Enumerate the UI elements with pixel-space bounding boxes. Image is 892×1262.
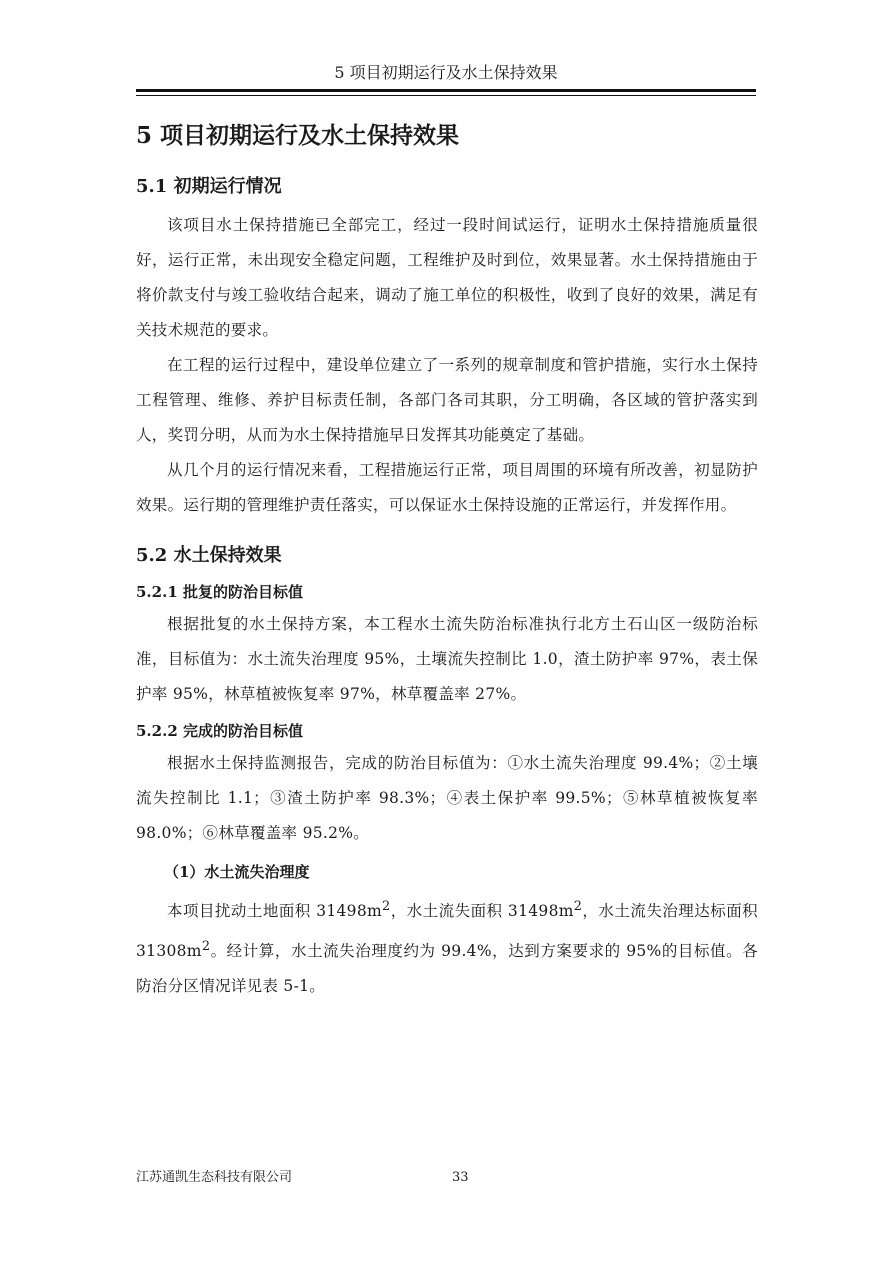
subsection-5-2-2-paragraph: 根据水土保持监测报告，完成的防治目标值为：①水土流失治理度 99.4%；②土壤流失控制比 1.1；③渣土防护率 98.3%；④表土保护率 99.5%；⑤林草植被恢复率 98.0%；⑥林草覆盖率 95.2%。	[136, 754, 758, 842]
subsection-5-2-1-title: 5.2.1 批复的防治目标值	[136, 583, 303, 601]
running-header: 5 项目初期运行及水土保持效果	[334, 63, 558, 82]
item-1-title: （1）水土流失治理度	[164, 863, 310, 881]
section-5-1-paragraph-1: 该项目水土保持措施已全部完工，经过一段时间试运行，证明水土保持措施质量很好，运行正常，未出现安全稳定问题，工程维护及时到位，效果显著。水土保持措施由于将价款支付与竣工验收结合起来，调动了施工单位的积极性，收到了良好的效果，满足有关技术规范的要求。	[136, 216, 758, 339]
subsection-5-2-2-title: 5.2.2 完成的防治目标值	[136, 722, 303, 740]
header-rule-thick	[136, 89, 756, 92]
page-number: 33	[452, 1170, 469, 1185]
header-rule-thin	[136, 95, 756, 96]
section-5-1-paragraph-3: 从几个月的运行情况来看，工程措施运行正常，项目周围的环境有所改善，初显防护效果。运行期的管理维护责任落实，可以保证水土保持设施的正常运行，并发挥作用。	[136, 461, 758, 514]
item-1-paragraph: 本项目扰动土地面积 $31498m^2$，水土流失面积 $31498m^2$，水土流失治理达标面积 $31308m^2$。经计算，水土流失治理度约为 99.4%，达到方案要求的 95%的目标值。各防治分区情况详见表 5-1。	[136, 899, 758, 996]
page-content	[136, 118, 758, 1004]
section-5-1-paragraph-2: 在工程的运行过程中，建设单位建立了一系列的规章制度和管护措施，实行水土保持工程管理、维修、养护目标责任制，各部门各司其职，分工明确，各区域的管护落实到人，奖罚分明，从而为水土保持措施早日发挥其功能奠定了基础。	[136, 356, 758, 444]
chapter-title: 5 项目初期运行及水土保持效果	[136, 122, 460, 149]
footer-company: 江苏通凯生态科技有限公司	[136, 1170, 293, 1185]
section-5-2-title: 5.2 水土保持效果	[136, 545, 282, 566]
section-5-1-title: 5.1 初期运行情况	[136, 176, 282, 197]
subsection-5-2-1-paragraph: 根据批复的水土保持方案，本工程水土流失防治标准执行北方土石山区一级防治标准，目标值为：水土流失治理度 95%，土壤流失控制比 1.0，渣土防护率 97%，表土保护率 95%，林草植被恢复率 97%，林草覆盖率 27%。	[136, 615, 758, 703]
